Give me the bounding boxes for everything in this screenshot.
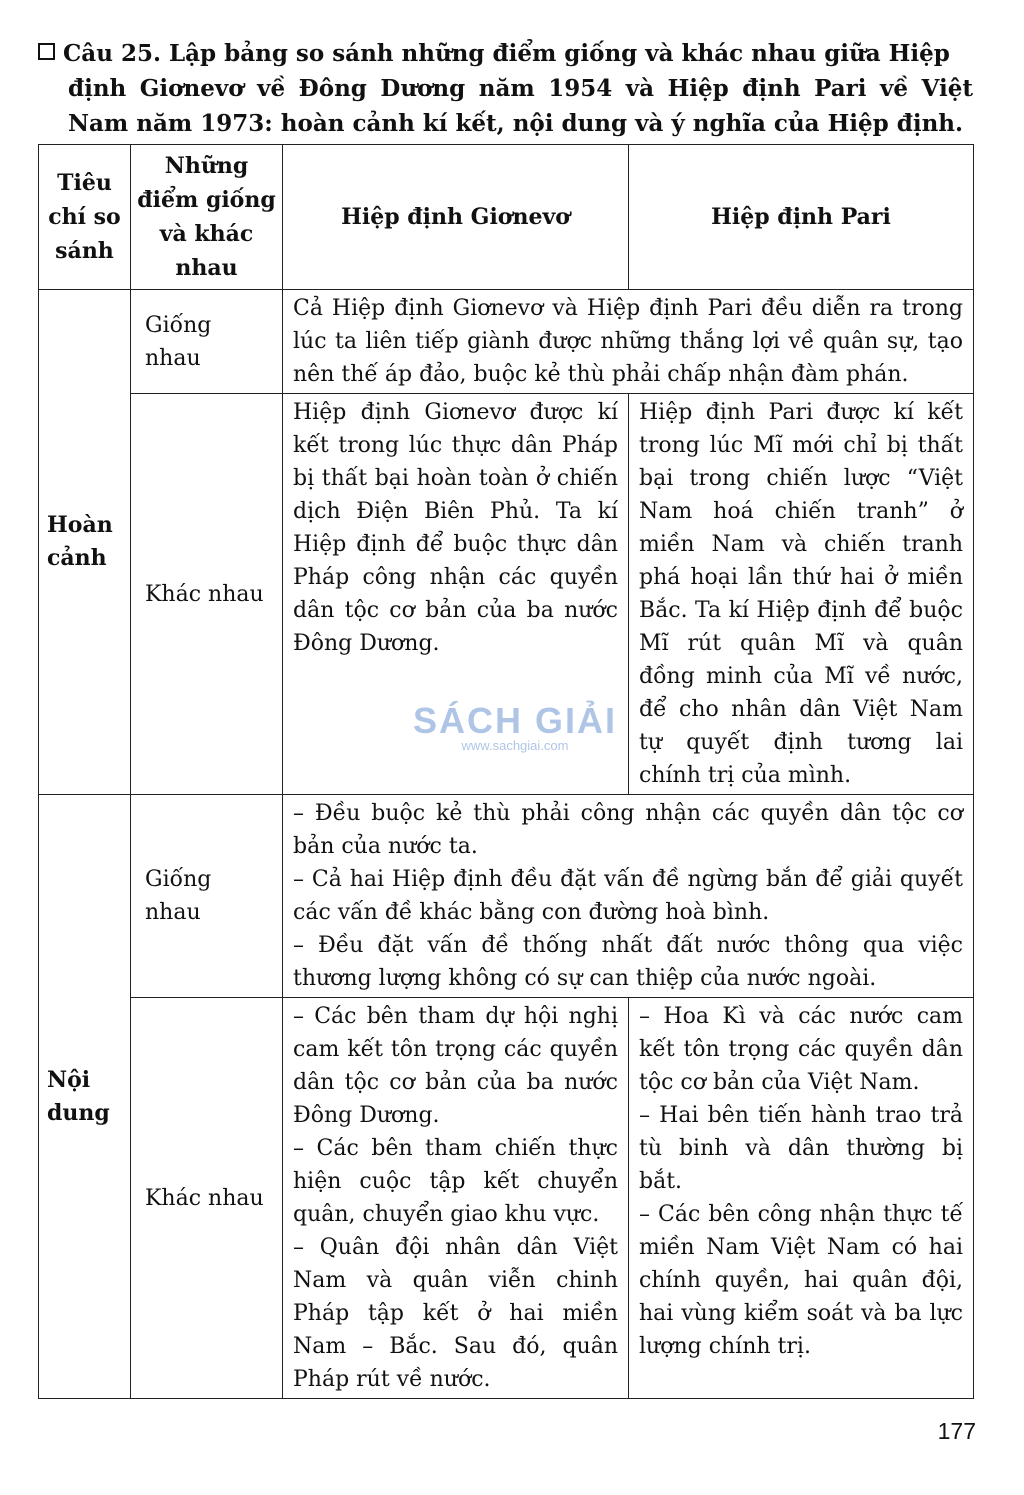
watermark-url: www.sachgiai.com — [461, 738, 569, 753]
table-row — [39, 795, 974, 998]
hoan-canh-diff-label: Khác nhau — [131, 394, 283, 795]
hoan-canh-paris-text: Hiệp định Pari được kí kết trong lúc Mĩ mới chỉ bị thất bại trong chiến lược “Việt Nam hoá chiến tranh” ở miền Nam và chiến tranh phá hoại lần thứ hai ở miền Bắc. Ta kí Hiệp định để buộc Mĩ rút quân Mĩ và quân đồng minh của Mĩ về nước, để cho nhân dân Việt Nam tự quyết định tương lai chính trị của mình. — [629, 394, 974, 795]
list-item: – Hoa Kì và các nước cam kết tôn trọng các quyền dân tộc cơ bản của Việt Nam. — [639, 1004, 963, 1095]
noi-dung-similar-label: Giống nhau — [131, 795, 283, 998]
hoan-canh-similar-label: Giống nhau — [131, 290, 283, 394]
noi-dung-paris-text — [629, 998, 974, 1399]
list-item: – Cả hai Hiệp định đều đặt vấn đề ngừng bắn để giải quyết các vấn đề khác bằng con đường hoà bình. — [293, 867, 963, 925]
page-number: 177 — [937, 1418, 976, 1444]
list-item: – Đều buộc kẻ thù phải công nhận các quyền dân tộc cơ bản của nước ta. — [293, 801, 963, 859]
question-rest: định Giơnevơ về Đông Dương năm 1954 và Hiệp định Pari về Việt Nam năm 1973: hoàn cảnh kí kết, nội dung và ý nghĩa của Hiệp định. — [68, 75, 973, 137]
hoan-canh-similar-text: Cả Hiệp định Giơnevơ và Hiệp định Pari đều diễn ra trong lúc ta liên tiếp giành được những thắng lợi về quân sự, tạo nên thế áp đảo, buộc kẻ thù phải chấp nhận đàm phán. — [283, 290, 974, 394]
criterion-hoan-canh: Hoàn cảnh — [39, 290, 131, 795]
list-item: – Các bên tham chiến thực hiện cuộc tập kết chuyển quân, chuyển giao khu vực. — [293, 1136, 618, 1227]
list-item: – Đều đặt vấn đề thống nhất đất nước thông qua việc thương lượng không có sự can thiệp của nước ngoài. — [293, 933, 963, 991]
list-item: – Hai bên tiến hành trao trả tù binh và dân thường bị bắt. — [639, 1103, 963, 1194]
header-paris: Hiệp định Pari — [629, 145, 974, 290]
comparison-table — [38, 144, 974, 1399]
noi-dung-diff-label: Khác nhau — [131, 998, 283, 1399]
header-geneva: Hiệp định Giơnevơ — [283, 145, 629, 290]
list-item: – Các bên tham dự hội nghị cam kết tôn trọng các quyền dân tộc cơ bản của ba nước Đông Dương. — [293, 1004, 618, 1128]
question-heading — [38, 36, 973, 141]
header-similar-diff: Những điểm giống và khác nhau — [131, 145, 283, 290]
watermark-brand: SÁCH GIẢI — [412, 700, 617, 741]
table-row — [39, 394, 974, 795]
table-header-row — [39, 145, 974, 290]
list-item: – Quân đội nhân dân Việt Nam và quân viễn chinh Pháp tập kết ở hai miền Nam – Bắc. Sau đó, quân Pháp rút về nước. — [293, 1235, 618, 1392]
header-criteria: Tiêu chí so sánh — [39, 145, 131, 290]
hoan-canh-geneva-text: Hiệp định Giơnevơ được kí kết trong lúc thực dân Pháp bị thất bại hoàn toàn ở chiến dịch Điện Biên Phủ. Ta kí Hiệp định để buộc thực dân Pháp công nhận các quyền dân tộc cơ bản của ba nước Đông Dương. — [283, 394, 629, 795]
criterion-noi-dung: Nội dung — [39, 795, 131, 1399]
table-row — [39, 290, 974, 394]
list-item: – Các bên công nhận thực tế miền Nam Việt Nam có hai chính quyền, hai quân đội, hai vùng kiểm soát và ba lực lượng chính trị. — [639, 1202, 963, 1359]
checkbox-icon — [38, 43, 55, 60]
noi-dung-geneva-text — [283, 998, 629, 1399]
question-line1: Câu 25. Lập bảng so sánh những điểm giống và khác nhau giữa Hiệp — [63, 40, 950, 67]
table-row — [39, 998, 974, 1399]
noi-dung-similar-text — [283, 795, 974, 998]
